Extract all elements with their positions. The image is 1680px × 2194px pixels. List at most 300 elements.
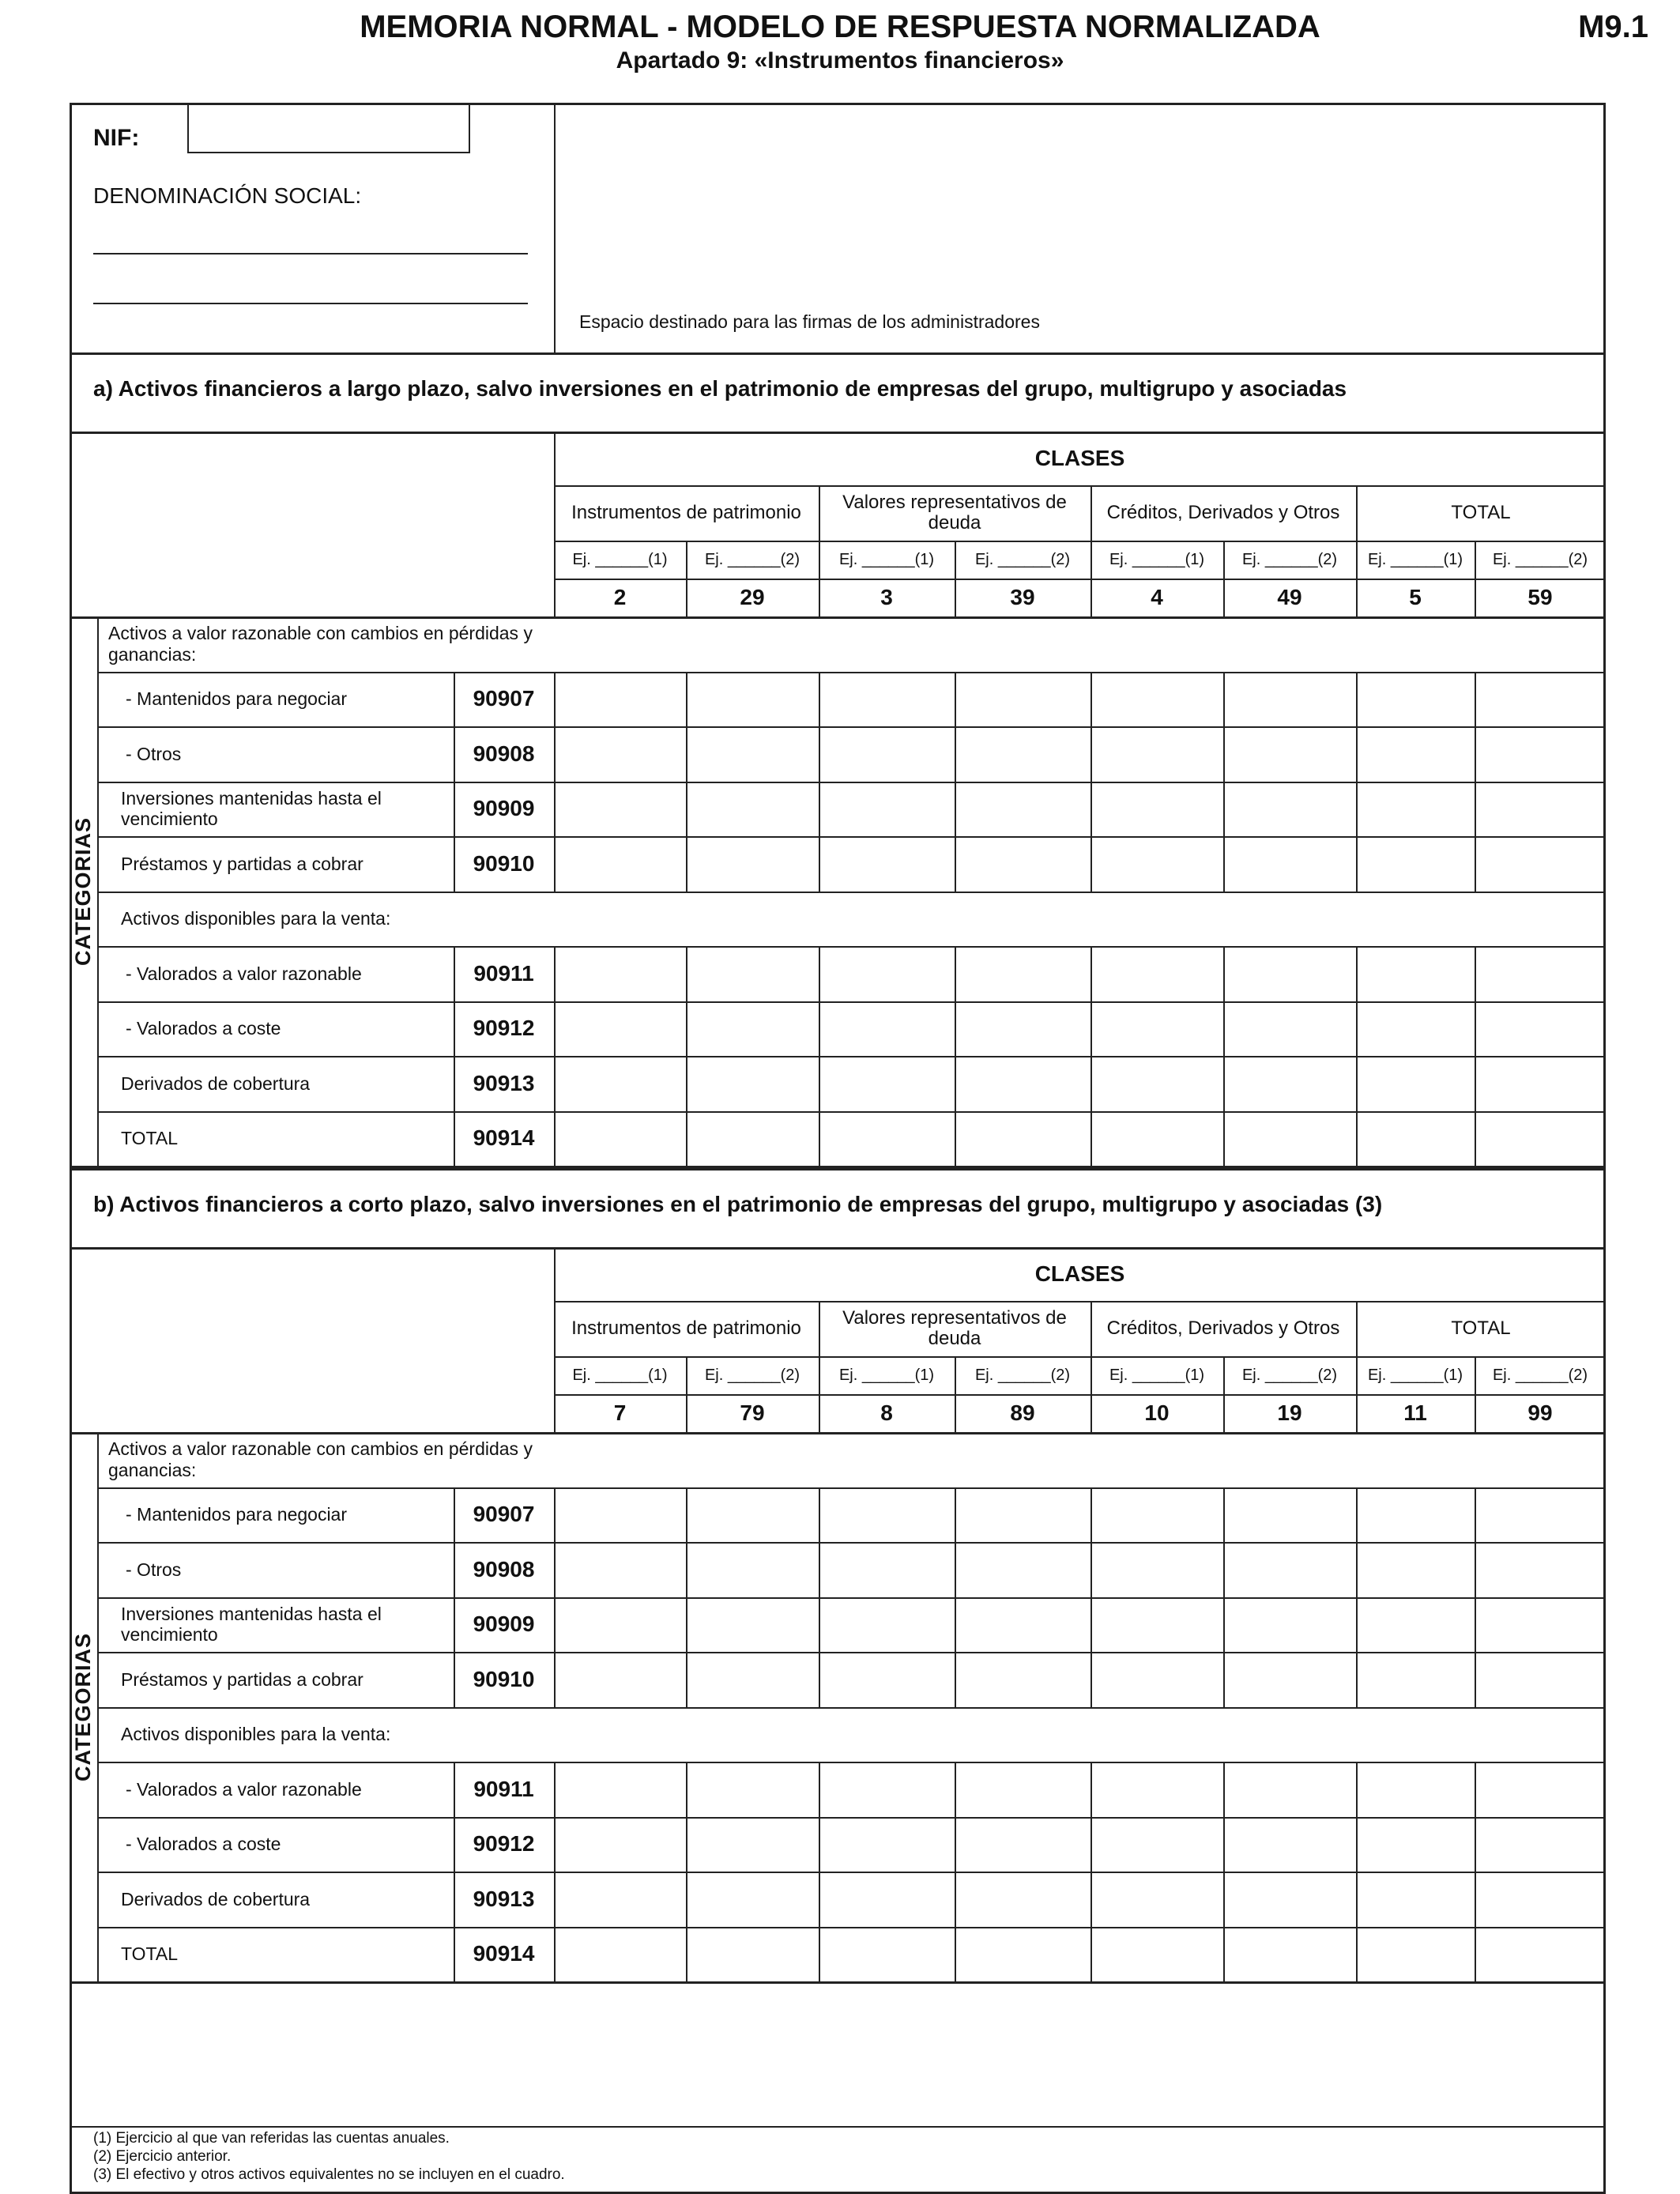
value-divider — [1356, 1111, 1358, 1167]
value-divider — [1475, 1927, 1476, 1982]
value-cell[interactable] — [956, 728, 1089, 780]
group-divider — [1090, 485, 1092, 541]
ej-label: Ej. ______(1) — [1367, 550, 1463, 568]
value-cell[interactable] — [687, 1489, 817, 1541]
value-cell[interactable] — [820, 1819, 953, 1871]
value-cell[interactable] — [1476, 728, 1604, 780]
row-code: 90911 — [473, 1776, 534, 1801]
value-cell[interactable] — [1092, 1819, 1222, 1871]
ej-label: Ej. ______(2) — [704, 550, 800, 568]
signature-area[interactable] — [556, 105, 1603, 352]
value-cell[interactable] — [1225, 1653, 1354, 1706]
group-instrumentos-patrimonio: Instrumentos de patrimonio — [571, 1317, 801, 1339]
value-cell[interactable] — [1358, 1057, 1473, 1110]
value-cell[interactable] — [956, 838, 1089, 890]
row-code: 90911 — [473, 960, 534, 986]
value-divider — [1090, 1542, 1092, 1597]
value-cell[interactable] — [1476, 1057, 1604, 1110]
row-code: 90910 — [473, 850, 535, 876]
code-divider — [454, 1111, 455, 1167]
value-cell[interactable] — [820, 1763, 953, 1815]
value-cell[interactable] — [820, 1653, 953, 1706]
row-label: TOTAL — [121, 1943, 178, 1965]
group-valores-deuda: Valores representativos de deuda — [842, 1306, 1067, 1349]
row-group-label: Activos disponibles para la venta: — [121, 1724, 391, 1745]
value-divider — [1356, 1817, 1358, 1872]
categorias-label: CATEGORIAS — [71, 1632, 95, 1781]
value-divider — [819, 1001, 820, 1057]
value-cell[interactable] — [687, 1819, 817, 1871]
group-divider — [1090, 1301, 1092, 1356]
value-cell[interactable] — [1476, 1599, 1604, 1651]
value-cell[interactable] — [556, 1819, 684, 1871]
value-cell[interactable] — [956, 1873, 1089, 1925]
value-cell[interactable] — [687, 1057, 817, 1110]
value-cell[interactable] — [1092, 728, 1222, 780]
value-divider — [1475, 1111, 1476, 1167]
value-cell[interactable] — [556, 1544, 684, 1596]
value-cell[interactable] — [1358, 948, 1473, 1000]
value-cell[interactable] — [1476, 1489, 1604, 1541]
row-label: Inversiones mantenidas hasta el vencimiento — [121, 1603, 382, 1646]
value-divider — [1090, 836, 1092, 892]
value-cell[interactable] — [956, 1113, 1089, 1165]
value-divider — [955, 1762, 956, 1817]
value-cell[interactable] — [687, 728, 817, 780]
value-cell[interactable] — [1092, 948, 1222, 1000]
column-code: 10 — [1144, 1400, 1170, 1425]
value-cell[interactable] — [1476, 1763, 1604, 1815]
value-cell[interactable] — [556, 1599, 684, 1651]
value-cell[interactable] — [1225, 838, 1354, 890]
value-divider — [1475, 1597, 1476, 1653]
value-cell[interactable] — [1476, 1113, 1604, 1165]
row-code: 90914 — [473, 1125, 535, 1151]
value-divider — [686, 782, 687, 837]
row-code: 90907 — [473, 1502, 535, 1527]
ej-label: Ej. ______(1) — [838, 550, 935, 568]
row-label: - Otros — [126, 743, 182, 764]
value-cell[interactable] — [820, 1599, 953, 1651]
value-cell[interactable] — [1092, 1653, 1222, 1706]
value-divider — [686, 1817, 687, 1872]
value-cell[interactable] — [1358, 673, 1473, 726]
code-divider — [454, 836, 455, 892]
ej-label: Ej. ______(1) — [572, 550, 668, 568]
value-cell[interactable] — [1358, 1003, 1473, 1055]
value-cell[interactable] — [556, 783, 684, 835]
group-total: TOTAL — [1451, 1317, 1511, 1339]
value-cell[interactable] — [1225, 1763, 1354, 1815]
row-code: 90914 — [473, 1941, 535, 1966]
ej-label: Ej. ______(1) — [1109, 1366, 1205, 1384]
value-divider — [1223, 1817, 1225, 1872]
value-cell[interactable] — [956, 673, 1089, 726]
section-heading: b) Activos financieros a corto plazo, salvo inversiones en el patrimonio de empresas del grupo, multigrupo y asociadas (3) — [93, 1192, 1383, 1216]
value-divider — [819, 1652, 820, 1707]
value-divider — [1356, 946, 1358, 1001]
value-cell[interactable] — [687, 673, 817, 726]
value-divider — [686, 1487, 687, 1543]
row-group-label: Activos a valor razonable con cambios en pérdidas y ganancias: — [108, 623, 533, 665]
value-cell[interactable] — [956, 1544, 1089, 1596]
value-divider — [1090, 1487, 1092, 1543]
value-divider — [955, 726, 956, 782]
value-divider — [1356, 1762, 1358, 1817]
value-cell[interactable] — [1358, 1653, 1473, 1706]
value-divider — [955, 1652, 956, 1707]
id-divider — [554, 103, 556, 352]
value-divider — [955, 1542, 956, 1597]
group-valores-deuda: Valores representativos de deuda — [842, 491, 1067, 533]
value-divider — [955, 1927, 956, 1982]
code-divider — [454, 1817, 455, 1872]
value-divider — [1475, 1762, 1476, 1817]
code-divider — [454, 1927, 455, 1982]
row-code: 90913 — [473, 1886, 535, 1911]
footnote-2: (2) Ejercicio anterior. — [93, 2148, 232, 2165]
value-cell[interactable] — [956, 1057, 1089, 1110]
value-divider — [1475, 1542, 1476, 1597]
value-cell[interactable] — [1092, 1763, 1222, 1815]
value-divider — [1475, 1872, 1476, 1927]
value-cell[interactable] — [1358, 1763, 1473, 1815]
code-divider — [454, 1056, 455, 1111]
page-subtitle: Apartado 9: «Instrumentos financieros» — [616, 47, 1064, 74]
value-cell[interactable] — [1476, 783, 1604, 835]
value-cell[interactable] — [1358, 783, 1473, 835]
value-divider — [1223, 726, 1225, 782]
value-divider — [686, 1056, 687, 1111]
group-divider — [1356, 1301, 1358, 1356]
value-cell[interactable] — [956, 1763, 1089, 1815]
value-cell[interactable] — [956, 1928, 1089, 1981]
footnote-3: (3) El efectivo y otros activos equivalentes no se incluyen en el cuadro. — [93, 2166, 565, 2183]
value-cell[interactable] — [956, 1489, 1089, 1541]
value-cell[interactable] — [820, 1489, 953, 1541]
code-divider — [454, 782, 455, 837]
nif-field[interactable] — [187, 103, 470, 153]
value-divider — [955, 1817, 956, 1872]
value-cell[interactable] — [820, 1003, 953, 1055]
ej-label: Ej. ______(2) — [1492, 1366, 1588, 1384]
value-cell[interactable] — [1225, 728, 1354, 780]
value-cell[interactable] — [687, 1873, 817, 1925]
categorias-label: CATEGORIAS — [71, 816, 95, 966]
value-cell[interactable] — [1225, 673, 1354, 726]
value-divider — [1090, 1652, 1092, 1707]
row-code: 90912 — [473, 1831, 535, 1857]
value-cell[interactable] — [1225, 1873, 1354, 1925]
value-cell[interactable] — [820, 728, 953, 780]
column-code: 8 — [880, 1400, 893, 1425]
value-cell[interactable] — [820, 838, 953, 890]
value-cell[interactable] — [820, 1544, 953, 1596]
value-cell[interactable] — [820, 948, 953, 1000]
value-cell[interactable] — [1092, 1599, 1222, 1651]
value-cell[interactable] — [1092, 1057, 1222, 1110]
ej-label: Ej. ______(2) — [974, 1366, 1071, 1384]
value-divider — [1475, 1056, 1476, 1111]
value-cell[interactable] — [956, 783, 1089, 835]
value-divider — [819, 672, 820, 727]
ej-line — [554, 579, 1606, 580]
value-divider — [1356, 1927, 1358, 1982]
value-divider — [1356, 1872, 1358, 1927]
value-cell[interactable] — [820, 783, 953, 835]
value-cell[interactable] — [687, 1763, 817, 1815]
value-cell[interactable] — [956, 1599, 1089, 1651]
value-cell[interactable] — [687, 1653, 817, 1706]
ej-line — [554, 1394, 1606, 1396]
body-bottom-line — [70, 1981, 1606, 1984]
value-cell[interactable] — [1225, 783, 1354, 835]
value-divider — [1223, 1487, 1225, 1543]
value-divider — [686, 726, 687, 782]
ej-label: Ej. ______(2) — [1241, 1366, 1338, 1384]
value-cell[interactable] — [556, 1873, 684, 1925]
clases-label: CLASES — [1034, 445, 1125, 470]
value-cell[interactable] — [1476, 673, 1604, 726]
value-cell[interactable] — [1476, 1873, 1604, 1925]
row-code: 90912 — [473, 1016, 535, 1041]
value-cell[interactable] — [1476, 948, 1604, 1000]
value-cell[interactable] — [1092, 1873, 1222, 1925]
value-cell[interactable] — [556, 1003, 684, 1055]
value-divider — [1090, 1056, 1092, 1111]
row-label: Inversiones mantenidas hasta el vencimiento — [121, 787, 382, 830]
value-divider — [819, 1111, 820, 1167]
value-cell[interactable] — [687, 783, 817, 835]
value-cell[interactable] — [1092, 1113, 1222, 1165]
value-divider — [1223, 836, 1225, 892]
value-divider — [955, 672, 956, 727]
value-cell[interactable] — [1358, 728, 1473, 780]
row-label: Préstamos y partidas a cobrar — [121, 1668, 363, 1690]
value-divider — [1223, 672, 1225, 727]
value-cell[interactable] — [687, 1003, 817, 1055]
value-divider — [1475, 836, 1476, 892]
code-divider — [454, 1652, 455, 1707]
value-cell[interactable] — [1476, 1003, 1604, 1055]
value-cell[interactable] — [687, 1599, 817, 1651]
row-label: Derivados de cobertura — [121, 1072, 311, 1094]
value-divider — [1223, 1111, 1225, 1167]
value-cell[interactable] — [1358, 1544, 1473, 1596]
value-divider — [1356, 1001, 1358, 1057]
value-cell[interactable] — [1476, 1819, 1604, 1871]
value-cell[interactable] — [556, 1653, 684, 1706]
value-cell[interactable] — [1225, 1113, 1354, 1165]
section-top-line — [70, 1168, 1606, 1171]
column-code: 5 — [1409, 585, 1422, 609]
value-cell[interactable] — [1092, 838, 1222, 890]
denominacion-label: DENOMINACIÓN SOCIAL: — [93, 183, 362, 208]
value-divider — [1475, 946, 1476, 1001]
value-cell[interactable] — [1358, 1873, 1473, 1925]
group-divider — [819, 485, 820, 541]
code-divider — [454, 1597, 455, 1653]
clases-label: CLASES — [1034, 1261, 1125, 1286]
value-cell[interactable] — [556, 948, 684, 1000]
ej-label: Ej. ______(2) — [974, 550, 1071, 568]
value-divider — [1356, 836, 1358, 892]
row-group-label: Activos disponibles para la venta: — [121, 908, 391, 929]
row-label: - Otros — [126, 1559, 182, 1580]
value-cell[interactable] — [687, 1113, 817, 1165]
row-code: 90907 — [473, 686, 535, 711]
value-cell[interactable] — [1225, 1489, 1354, 1541]
value-cell[interactable] — [1092, 1489, 1222, 1541]
ej-label: Ej. ______(1) — [838, 1366, 935, 1384]
value-cell[interactable] — [556, 1057, 684, 1110]
value-cell[interactable] — [1476, 1928, 1604, 1981]
value-divider — [1223, 1872, 1225, 1927]
value-cell[interactable] — [1358, 1819, 1473, 1871]
column-code: 11 — [1403, 1400, 1427, 1425]
column-code: 89 — [1010, 1400, 1035, 1425]
value-divider — [1223, 1001, 1225, 1057]
column-code: 39 — [1010, 585, 1035, 609]
value-cell[interactable] — [820, 1928, 953, 1981]
ej-label: Ej. ______(2) — [704, 1366, 800, 1384]
model-code: M9.1 — [1578, 9, 1648, 44]
value-cell[interactable] — [820, 1873, 953, 1925]
value-cell[interactable] — [1092, 1928, 1222, 1981]
column-code: 59 — [1527, 585, 1553, 609]
value-divider — [1475, 1001, 1476, 1057]
code-divider — [454, 1001, 455, 1057]
code-divider — [454, 1542, 455, 1597]
value-cell[interactable] — [1225, 1819, 1354, 1871]
value-cell[interactable] — [1476, 838, 1604, 890]
value-cell[interactable] — [1092, 673, 1222, 726]
row-code: 90908 — [473, 1556, 535, 1581]
value-divider — [955, 1111, 956, 1167]
value-cell[interactable] — [556, 1113, 684, 1165]
value-divider — [819, 1872, 820, 1927]
value-cell[interactable] — [556, 1489, 684, 1541]
value-cell[interactable] — [556, 728, 684, 780]
column-code: 99 — [1527, 1400, 1553, 1425]
value-divider — [819, 946, 820, 1001]
value-cell[interactable] — [556, 1928, 684, 1981]
value-cell[interactable] — [1225, 948, 1354, 1000]
column-code: 4 — [1151, 585, 1163, 609]
value-cell[interactable] — [1225, 1928, 1354, 1981]
value-cell[interactable] — [1092, 783, 1222, 835]
value-cell[interactable] — [556, 673, 684, 726]
column-code: 2 — [613, 585, 627, 609]
value-cell[interactable] — [1092, 1544, 1222, 1596]
value-cell[interactable] — [1092, 1003, 1222, 1055]
value-divider — [819, 1056, 820, 1111]
ej-label: Ej. ______(1) — [1367, 1366, 1463, 1384]
value-cell[interactable] — [687, 1544, 817, 1596]
column-code: 7 — [613, 1400, 627, 1425]
value-cell[interactable] — [1358, 838, 1473, 890]
row-code: 90913 — [473, 1070, 535, 1095]
value-cell[interactable] — [956, 948, 1089, 1000]
value-divider — [1475, 1817, 1476, 1872]
value-divider — [1475, 726, 1476, 782]
value-cell[interactable] — [820, 673, 953, 726]
row-label: - Valorados a valor razonable — [126, 963, 362, 984]
denominacion-line-2[interactable] — [93, 303, 528, 304]
value-divider — [1356, 672, 1358, 727]
value-cell[interactable] — [956, 1003, 1089, 1055]
group-instrumentos-patrimonio: Instrumentos de patrimonio — [571, 501, 801, 523]
row-label: - Valorados a valor razonable — [126, 1778, 362, 1800]
group-creditos-derivados: Créditos, Derivados y Otros — [1106, 1317, 1340, 1339]
value-cell[interactable] — [1225, 1057, 1354, 1110]
value-cell[interactable] — [1358, 1113, 1473, 1165]
value-divider — [955, 782, 956, 837]
denominacion-line-1[interactable] — [93, 253, 528, 254]
group-divider — [1356, 485, 1358, 541]
value-divider — [1223, 946, 1225, 1001]
value-divider — [955, 836, 956, 892]
value-cell[interactable] — [1225, 1003, 1354, 1055]
value-divider — [955, 1597, 956, 1653]
value-cell[interactable] — [1358, 1599, 1473, 1651]
value-cell[interactable] — [556, 838, 684, 890]
value-cell[interactable] — [1476, 1544, 1604, 1596]
value-divider — [1356, 1487, 1358, 1543]
signature-note: Espacio destinado para las firmas de los administradores — [579, 311, 1040, 332]
value-cell[interactable] — [1358, 1928, 1473, 1981]
footnotes — [93, 2129, 565, 2184]
value-divider — [686, 1001, 687, 1057]
value-cell[interactable] — [1225, 1544, 1354, 1596]
group-creditos-derivados: Créditos, Derivados y Otros — [1106, 501, 1340, 523]
value-divider — [686, 1111, 687, 1167]
value-divider — [1475, 782, 1476, 837]
row-code: 90908 — [473, 741, 535, 766]
column-code: 19 — [1277, 1400, 1302, 1425]
value-divider — [1090, 672, 1092, 727]
value-divider — [1475, 1652, 1476, 1707]
value-cell[interactable] — [687, 1928, 817, 1981]
value-cell[interactable] — [1476, 1653, 1604, 1706]
code-divider — [454, 1487, 455, 1543]
value-divider — [955, 1487, 956, 1543]
value-cell[interactable] — [556, 1763, 684, 1815]
value-cell[interactable] — [820, 1057, 953, 1110]
value-divider — [1356, 1542, 1358, 1597]
value-divider — [686, 1652, 687, 1707]
value-divider — [819, 1927, 820, 1982]
value-cell[interactable] — [820, 1113, 953, 1165]
value-cell[interactable] — [687, 838, 817, 890]
value-cell[interactable] — [1358, 1489, 1473, 1541]
value-divider — [1475, 672, 1476, 727]
ej-label: Ej. ______(1) — [572, 1366, 668, 1384]
value-cell[interactable] — [956, 1653, 1089, 1706]
value-divider — [819, 1597, 820, 1653]
value-divider — [819, 1762, 820, 1817]
value-cell[interactable] — [956, 1819, 1089, 1871]
value-cell[interactable] — [1225, 1599, 1354, 1651]
value-divider — [686, 1927, 687, 1982]
row-label: - Mantenidos para negociar — [126, 1504, 347, 1525]
value-divider — [1090, 1597, 1092, 1653]
section-top-line — [70, 352, 1606, 355]
value-cell[interactable] — [687, 948, 817, 1000]
value-divider — [1223, 782, 1225, 837]
section-heading: a) Activos financieros a largo plazo, salvo inversiones en el patrimonio de empresas del grupo, multigrupo y asociadas — [93, 376, 1347, 401]
value-divider — [686, 836, 687, 892]
